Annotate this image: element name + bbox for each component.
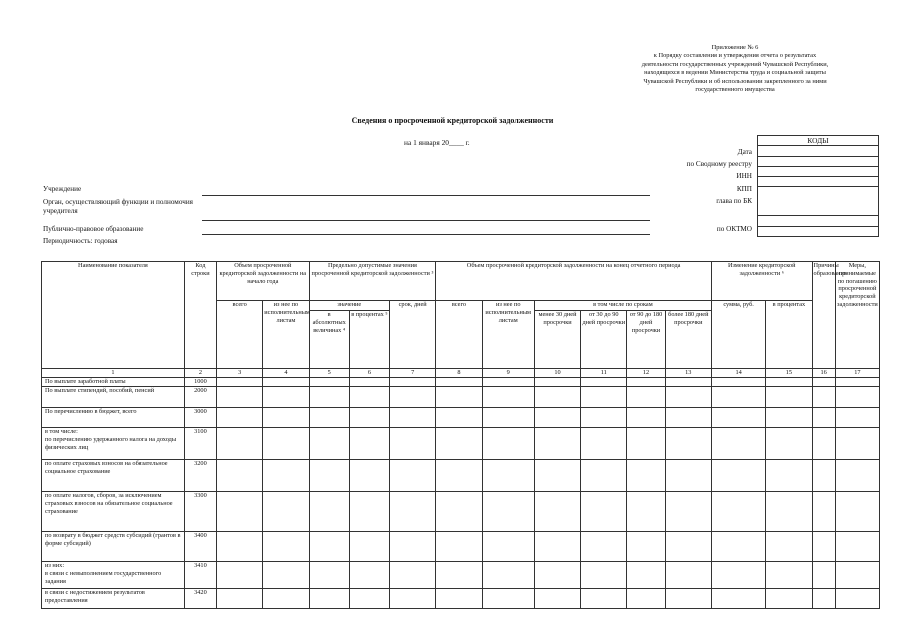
data-cell[interactable]	[581, 387, 627, 408]
data-cell[interactable]	[263, 562, 309, 589]
data-cell[interactable]	[390, 589, 436, 609]
appendix-line: деятельности государственных учреждений Чувашской Республики,	[641, 60, 829, 68]
header-name: Наименование показателя	[42, 262, 185, 369]
data-cell[interactable]	[436, 378, 482, 387]
data-cell[interactable]	[627, 428, 665, 460]
column-number: 16	[812, 369, 835, 378]
data-cell[interactable]	[349, 562, 389, 589]
data-cell[interactable]	[390, 428, 436, 460]
data-cell[interactable]	[812, 532, 835, 562]
data-cell[interactable]	[482, 408, 534, 428]
header-end-exec: из нее по исполнительным листам	[482, 301, 534, 369]
data-cell[interactable]	[349, 532, 389, 562]
column-number: 14	[711, 369, 765, 378]
data-cell[interactable]	[665, 378, 711, 387]
data-cell[interactable]	[309, 532, 349, 562]
data-cell[interactable]	[534, 532, 580, 562]
header-allowed-term: срок, дней	[390, 301, 436, 369]
table-row	[42, 562, 880, 589]
data-cell[interactable]	[309, 428, 349, 460]
data-cell[interactable]	[534, 460, 580, 492]
data-cell[interactable]	[665, 408, 711, 428]
data-cell[interactable]	[309, 387, 349, 408]
header-reasons: Причины образования	[812, 262, 835, 369]
data-cell[interactable]	[581, 460, 627, 492]
header-start-volume: Объем просроченной кредиторской задолженности на начало года	[217, 262, 310, 301]
report-date: на 1 января 20____ г.	[404, 138, 470, 147]
row-code: 3400	[184, 532, 216, 562]
data-cell[interactable]	[349, 378, 389, 387]
column-number: 2	[184, 369, 216, 378]
row-code: 3410	[184, 562, 216, 589]
header-end-total: всего	[436, 301, 482, 369]
column-number: 15	[766, 369, 812, 378]
column-number: 12	[627, 369, 665, 378]
label-glava: глава по БК	[716, 197, 752, 205]
data-cell[interactable]	[766, 492, 812, 532]
column-number: 4	[263, 369, 309, 378]
data-cell[interactable]	[263, 460, 309, 492]
column-number: 5	[309, 369, 349, 378]
appendix-line: Приложение № 6	[711, 44, 759, 51]
data-cell[interactable]	[263, 378, 309, 387]
row-name: в связи с недостижением результатов предоставления	[42, 589, 185, 609]
data-cell[interactable]	[263, 589, 309, 609]
table-row	[42, 387, 880, 408]
column-number: 3	[217, 369, 263, 378]
header-start-total: всего	[217, 301, 263, 369]
data-cell[interactable]	[581, 378, 627, 387]
data-cell[interactable]	[217, 387, 263, 408]
data-cell[interactable]	[436, 460, 482, 492]
label-institution: Учреждение	[43, 185, 82, 193]
data-cell[interactable]	[627, 378, 665, 387]
data-cell[interactable]	[812, 408, 835, 428]
row-name: в том числе: по перечислению удержанного налога на доходы физических лиц	[42, 428, 185, 460]
data-cell[interactable]	[436, 589, 482, 609]
column-number: 1	[42, 369, 185, 378]
data-cell[interactable]	[390, 460, 436, 492]
header-allowed-pct: в процентах ⁵	[349, 311, 389, 369]
code-cell-registry[interactable]	[758, 156, 879, 166]
label-organ: Орган, осуществляющий функции и полномочия учредителя	[43, 198, 193, 215]
data-cell[interactable]	[534, 589, 580, 609]
column-numbers-row	[42, 369, 880, 378]
data-cell[interactable]	[309, 408, 349, 428]
label-inn: ИНН	[736, 172, 752, 180]
code-cell-glava[interactable]	[758, 187, 879, 216]
column-number: 13	[665, 369, 711, 378]
data-cell[interactable]	[263, 532, 309, 562]
data-cell[interactable]	[217, 408, 263, 428]
header-end-volume: Объем просроченной кредиторской задолженности на конец отчетного периода	[436, 262, 712, 301]
table-row	[42, 428, 880, 460]
data-cell[interactable]	[835, 387, 879, 408]
data-cell[interactable]	[711, 589, 765, 609]
data-cell[interactable]	[390, 492, 436, 532]
data-cell[interactable]	[711, 562, 765, 589]
data-cell[interactable]	[436, 408, 482, 428]
data-cell[interactable]	[534, 378, 580, 387]
header-change-pct: в процентах	[766, 301, 812, 369]
data-cell[interactable]	[482, 589, 534, 609]
data-cell[interactable]	[812, 428, 835, 460]
data-cell[interactable]	[711, 408, 765, 428]
data-cell[interactable]	[309, 378, 349, 387]
header-allowed: Предельно допустимые значения просроченной кредиторской задолженности ³	[309, 262, 436, 301]
row-name: из них: в связи с невыполнением государственного задания	[42, 562, 185, 589]
institution-line[interactable]	[202, 195, 650, 196]
data-cell[interactable]	[217, 492, 263, 532]
data-cell[interactable]	[581, 562, 627, 589]
data-cell[interactable]	[309, 589, 349, 609]
column-number: 6	[349, 369, 389, 378]
data-cell[interactable]	[665, 387, 711, 408]
header-term-2: от 30 до 90 дней просрочки	[581, 311, 627, 369]
label-public-entity: Публично-правовое образование	[43, 225, 144, 233]
data-cell[interactable]	[581, 428, 627, 460]
data-cell[interactable]	[711, 460, 765, 492]
data-cell[interactable]	[711, 428, 765, 460]
column-number: 8	[436, 369, 482, 378]
header-term-1: менее 30 дней просрочки	[534, 311, 580, 369]
label-periodicity: Периодичность: годовая	[43, 237, 118, 245]
data-cell[interactable]	[812, 562, 835, 589]
row-name: По выплате заработной платы	[42, 378, 185, 387]
table-row	[42, 460, 880, 492]
row-code: 3000	[184, 408, 216, 428]
code-cell-inn[interactable]	[758, 166, 879, 176]
code-cell-oktmo[interactable]	[758, 216, 879, 226]
table-row	[42, 532, 880, 562]
organ-line[interactable]	[202, 220, 650, 221]
data-cell[interactable]	[436, 428, 482, 460]
data-cell[interactable]	[665, 589, 711, 609]
data-cell[interactable]	[349, 460, 389, 492]
data-cell[interactable]	[665, 562, 711, 589]
row-code: 3100	[184, 428, 216, 460]
data-cell[interactable]	[835, 562, 879, 589]
data-cell[interactable]	[812, 387, 835, 408]
data-cell[interactable]	[665, 492, 711, 532]
data-cell[interactable]	[349, 408, 389, 428]
data-cell[interactable]	[482, 428, 534, 460]
data-cell[interactable]	[217, 378, 263, 387]
data-cell[interactable]	[217, 562, 263, 589]
header-allowed-abs: в абсолютных величинах ⁴	[309, 311, 349, 369]
row-name: по возврату в бюджет средств субсидий (грантов в форме субсидий)	[42, 532, 185, 562]
data-cell[interactable]	[627, 589, 665, 609]
data-cell[interactable]	[812, 492, 835, 532]
data-cell[interactable]	[766, 428, 812, 460]
data-cell[interactable]	[835, 378, 879, 387]
row-name: По выплате стипендий, пособий, пенсий	[42, 387, 185, 408]
data-cell[interactable]	[436, 532, 482, 562]
data-cell[interactable]	[217, 460, 263, 492]
data-cell[interactable]	[665, 460, 711, 492]
data-cell[interactable]	[581, 492, 627, 532]
header-start-exec: из нее по исполнительным листам	[263, 301, 309, 369]
data-cell[interactable]	[390, 387, 436, 408]
data-cell[interactable]	[812, 460, 835, 492]
data-cell[interactable]	[766, 387, 812, 408]
data-cell[interactable]	[217, 428, 263, 460]
data-cell[interactable]	[390, 562, 436, 589]
data-cell[interactable]	[835, 428, 879, 460]
data-cell[interactable]	[766, 378, 812, 387]
table-row	[42, 378, 880, 387]
data-cell[interactable]	[627, 532, 665, 562]
document-title: Сведения о просроченной кредиторской задолженности	[351, 116, 554, 125]
data-cell[interactable]	[436, 562, 482, 589]
data-cell[interactable]	[436, 492, 482, 532]
row-name: По перечислению в бюджет, всего	[42, 408, 185, 428]
header-change-sum: сумма, руб.	[711, 301, 765, 369]
header-code: Код строки	[184, 262, 216, 369]
data-cell[interactable]	[665, 428, 711, 460]
label-date: Дата	[737, 148, 752, 156]
code-cell-kpp[interactable]	[758, 177, 879, 187]
data-cell[interactable]	[711, 378, 765, 387]
data-cell[interactable]	[835, 589, 879, 609]
column-number: 7	[390, 369, 436, 378]
data-cell[interactable]	[349, 387, 389, 408]
header-term-4: более 180 дней просрочки	[665, 311, 711, 369]
label-registry: по Сводному реестру	[686, 160, 752, 168]
table-row	[42, 589, 880, 609]
data-cell[interactable]	[482, 562, 534, 589]
data-cell[interactable]	[581, 589, 627, 609]
code-cell-periodicity[interactable]	[758, 226, 879, 236]
codes-table	[757, 135, 879, 237]
table-row	[42, 492, 880, 532]
data-cell[interactable]	[812, 378, 835, 387]
label-kpp: КПП	[736, 185, 752, 193]
data-cell[interactable]	[390, 408, 436, 428]
data-cell[interactable]	[263, 387, 309, 408]
data-cell[interactable]	[309, 460, 349, 492]
data-cell[interactable]	[581, 532, 627, 562]
data-cell[interactable]	[349, 589, 389, 609]
data-cell[interactable]	[309, 562, 349, 589]
data-cell[interactable]	[835, 532, 879, 562]
header-allowed-value: значение	[309, 301, 389, 311]
data-cell[interactable]	[627, 460, 665, 492]
data-cell[interactable]	[766, 532, 812, 562]
data-cell[interactable]	[766, 408, 812, 428]
data-cell[interactable]	[482, 378, 534, 387]
data-cell[interactable]	[835, 492, 879, 532]
appendix-line: находящихся в ведении Министерства труда и социальной защиты	[644, 69, 826, 77]
column-number: 10	[534, 369, 580, 378]
row-code: 3420	[184, 589, 216, 609]
code-cell-date[interactable]	[758, 146, 879, 156]
header-term-3: от 90 до 180 дней просрочки	[627, 311, 665, 369]
label-oktmo: по ОКТМО	[716, 225, 752, 233]
data-rows	[42, 378, 880, 609]
row-code: 3200	[184, 460, 216, 492]
table-row	[42, 408, 880, 428]
appendix-line: государственного имущества	[695, 86, 775, 94]
row-name: по оплате налогов, сборов, за исключением страховых взносов на обязательное социальное страхование	[42, 492, 185, 532]
data-cell[interactable]	[627, 408, 665, 428]
data-cell[interactable]	[309, 492, 349, 532]
data-cell[interactable]	[627, 492, 665, 532]
data-cell[interactable]	[835, 460, 879, 492]
data-cell[interactable]	[711, 492, 765, 532]
data-cell[interactable]	[263, 428, 309, 460]
data-cell[interactable]	[835, 408, 879, 428]
data-cell[interactable]	[217, 589, 263, 609]
data-cell[interactable]	[812, 589, 835, 609]
codes-header: КОДЫ	[758, 136, 879, 146]
header-by-terms: в том числе по срокам	[534, 301, 711, 311]
data-cell[interactable]	[390, 532, 436, 562]
header-change: Изменение кредиторской задолженности ⁶	[711, 262, 812, 301]
data-cell[interactable]	[766, 460, 812, 492]
appendix-line: к Порядку составления и утверждения отчета о результатах	[653, 52, 817, 60]
row-code: 3300	[184, 492, 216, 532]
data-cell[interactable]	[390, 378, 436, 387]
data-cell[interactable]	[263, 408, 309, 428]
data-cell[interactable]	[766, 589, 812, 609]
data-cell[interactable]	[482, 387, 534, 408]
data-cell[interactable]	[665, 532, 711, 562]
row-code: 2000	[184, 387, 216, 408]
data-cell[interactable]	[534, 492, 580, 532]
column-number: 9	[482, 369, 534, 378]
data-cell[interactable]	[534, 408, 580, 428]
data-cell[interactable]	[482, 492, 534, 532]
data-cell[interactable]	[627, 562, 665, 589]
data-cell[interactable]	[581, 408, 627, 428]
data-cell[interactable]	[263, 492, 309, 532]
header-measures: Меры, принимаемые по погашению просроченной кредиторской задолженности	[835, 262, 879, 369]
row-code: 1000	[184, 378, 216, 387]
data-cell[interactable]	[627, 387, 665, 408]
data-cell[interactable]	[534, 562, 580, 589]
data-cell[interactable]	[534, 387, 580, 408]
column-number: 11	[581, 369, 627, 378]
data-cell[interactable]	[349, 492, 389, 532]
data-cell[interactable]	[349, 428, 389, 460]
data-cell[interactable]	[482, 460, 534, 492]
row-name: по оплате страховых взносов на обязательное социальное страхование	[42, 460, 185, 492]
data-cell[interactable]	[711, 387, 765, 408]
column-number: 17	[835, 369, 879, 378]
data-cell[interactable]	[436, 387, 482, 408]
data-cell[interactable]	[482, 532, 534, 562]
appendix-line: Чувашской Республики и об использовании закрепленного за ними	[643, 77, 827, 85]
data-cell[interactable]	[217, 532, 263, 562]
data-cell[interactable]	[711, 532, 765, 562]
data-cell[interactable]	[534, 428, 580, 460]
appendix-note	[590, 44, 880, 94]
data-cell[interactable]	[766, 562, 812, 589]
public-entity-line[interactable]	[202, 234, 650, 235]
overdue-payables-table	[41, 261, 880, 609]
